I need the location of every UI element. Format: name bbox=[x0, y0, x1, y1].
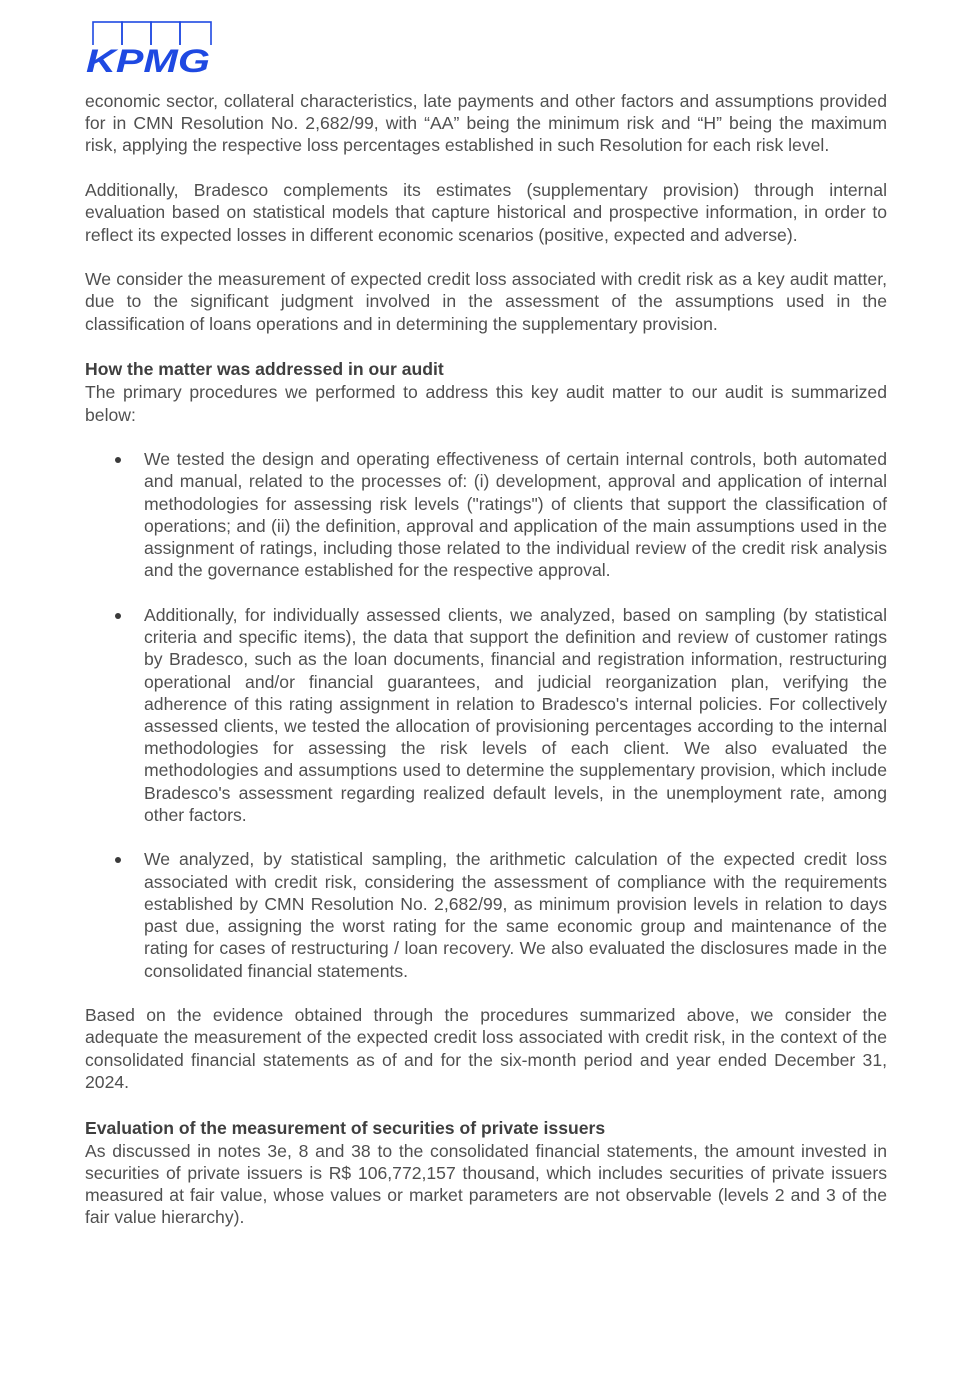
svg-text:KPMG: KPMG bbox=[86, 43, 210, 75]
list-item-text: We tested the design and operating effectiveness of certain internal controls, both automated and manual, related to the processes of: (i) development, approval and application of internal methodologies for assessing risk levels ("ratings") of clients that support the classification of operations; and (ii) the definition, approval and application of the main assumptions used in the assignment of ratings, including those related to the individual review of the credit risk analysis and the governance established for the respective approval. bbox=[144, 449, 887, 581]
paragraph-supplementary-provision: Additionally, Bradesco complements its estimates (supplementary provision) through internal evaluation based on statistical models that capture historical and prospective information, in order to reflect its expected losses in different economic scenarios (positive, expected and adverse). bbox=[85, 180, 887, 245]
heading-how-addressed: How the matter was addressed in our audit bbox=[85, 359, 444, 380]
bullet-icon bbox=[115, 857, 121, 863]
kpmg-logo bbox=[85, 21, 213, 75]
list-item-text: We analyzed, by statistical sampling, the arithmetic calculation of the expected credit loss associated with credit risk, considering the assessment of compliance with the requirements established by CMN Resolution No. 2,682/99, as minimum provision levels in relation to days past due, assigning the worst rating for the same economic group and maintenance of the rating for cases of restructuring / loan recovery. We also evaluated the disclosures made in the consolidated financial statements. bbox=[144, 849, 887, 981]
list-item-text: Additionally, for individually assessed clients, we analyzed, based on sampling (by statistical criteria and specific items), the data that support the definition and review of customer ratings by Bradesco, such as the loan documents, financial and registration information, restructuring operational and/or financial guarantees, and judicial reorganization plan, verifying the adherence of this rating assignment in relation to Bradesco's internal policies. For collectively assessed clients, we tested the allocation of provisioning percentages according to the internal methodologies for assessing the risk levels of each client. We also evaluated the methodologies and assumptions used to determine the supplementary provision, which include Bradesco's assessment regarding realized default levels, in the unemployment rate, among other factors. bbox=[144, 604, 887, 825]
paragraph-conclusion: Based on the evidence obtained through the procedures summarized above, we consider the adequate the measurement of the expected credit loss associated with credit risk, in the context of the consolidated financial statements as of and for the six-month period and year ended December 31, 2024. bbox=[85, 1005, 887, 1092]
list-item bbox=[85, 848, 887, 981]
heading-private-issuers: Evaluation of the measurement of securities of private issuers bbox=[85, 1117, 606, 1138]
bullet-icon bbox=[115, 613, 121, 619]
paragraph-key-audit-matter: We consider the measurement of expected credit loss associated with credit risk as a key audit matter, due to the significant judgment involved in the assessment of the assumptions used in the classification of loans operations and in determining the supplementary provision. bbox=[85, 269, 887, 334]
bullet-icon bbox=[115, 457, 121, 463]
paragraph-procedures-intro: The primary procedures we performed to address this key audit matter to our audit is summarized below: bbox=[85, 382, 887, 425]
paragraph-risk-levels: economic sector, collateral characteristics, late payments and other factors and assumptions provided for in CMN Resolution No. 2,682/99, with “AA” being the minimum risk and “H” being the maximum risk, applying the respective loss percentages established in such Resolution for each risk level. bbox=[85, 91, 887, 156]
document-body bbox=[85, 90, 887, 1251]
paragraph-private-issuers: As discussed in notes 3e, 8 and 38 to the consolidated financial statements, the amount invested in securities of private issuers is R$ 106,772,157 thousand, which includes securities of private issuers measured at fair value, whose values or market parameters are not observable (levels 2 and 3 of the fair value hierarchy). bbox=[85, 1140, 887, 1228]
list-item bbox=[85, 448, 887, 581]
procedures-list bbox=[85, 448, 887, 981]
list-item bbox=[85, 604, 887, 826]
